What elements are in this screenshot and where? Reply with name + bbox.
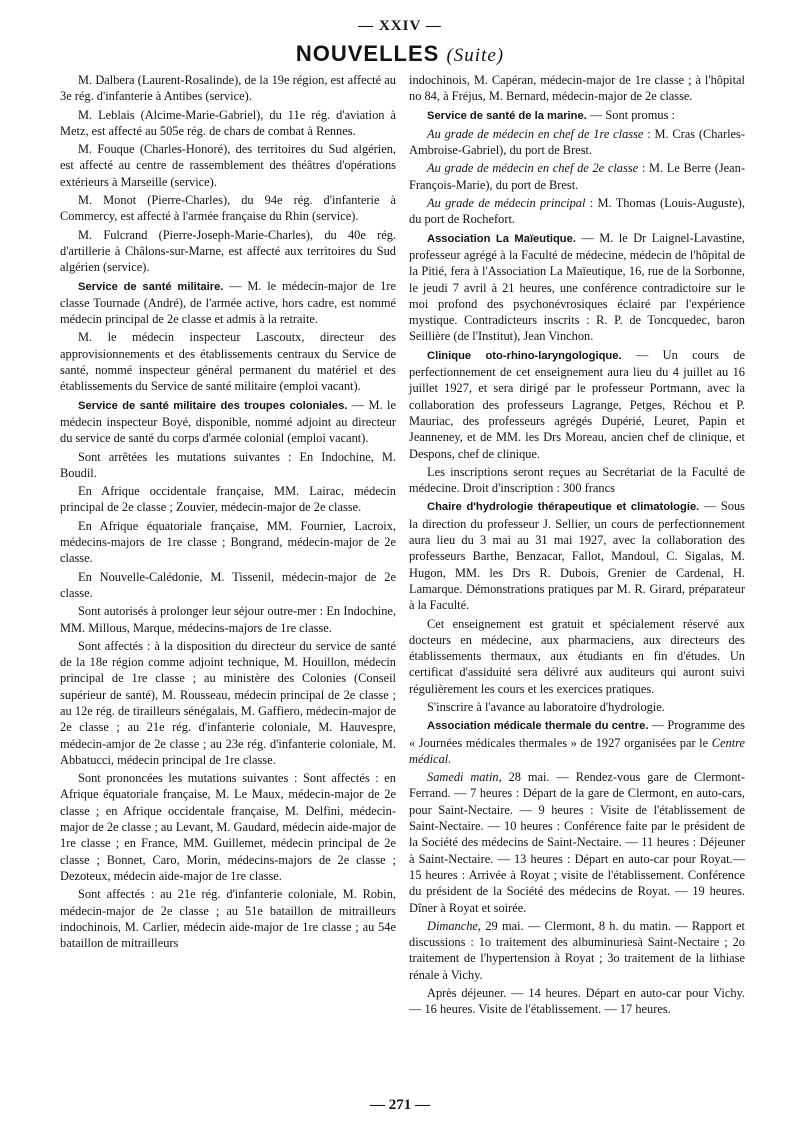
page-number: — 271 — [370, 1097, 430, 1113]
paragraph-text: : M. Cras (Charles-Ambroise-Gabriel), du port de Brest. [409, 126, 745, 158]
section-heading: Service de santé de la marine. [427, 109, 587, 122]
paragraph: En Nouvelle-Calédonie, M. Tissenil, médecin-major de 2e classe. [60, 569, 396, 600]
paragraph [409, 126, 745, 159]
italic-text: Au grade de médecin en chef de 1re classe [427, 126, 644, 141]
paragraph-text: — Sont promus : [586, 107, 675, 122]
paragraph-text: — Sous la direction du professeur J. Sellier, un cours de perfectionnement aura lieu du 3 mai au 31 mai 1927, avec la collaboration des professeurs Barthe, Benzacar, Fallot, Mandoul, C. Sigalas, M. Hugon, MM. les Drs R. Dubois, Grenier de Cardenal, H. Lamarque. Démonstrations pratiques par M. R. Girard, préparateur à la Faculté. [409, 499, 745, 613]
section-heading: Association La Maïeutique. [427, 232, 576, 245]
title-suffix: (Suite) [446, 45, 505, 66]
section-paragraph [409, 347, 745, 462]
paragraph: M. Fulcrand (Pierre-Joseph-Marie-Charles), du 40e rég. d'artillerie à Châlons-sur-Marne, est affecté aux territoires du Sud algérien (service). [60, 227, 396, 275]
paragraph: S'inscrire à l'avance au laboratoire d'hydrologie. [427, 699, 665, 714]
left-column [60, 72, 396, 953]
paragraph: M. Dalbera (Laurent-Rosalinde), de la 19e région, est affecté au 3e rég. d'infanterie à Antibes (service). [60, 73, 396, 104]
paragraph-text: — Un cours de perfectionnement de cet enseignement aura lieu du 4 juillet au 16 juillet 1927, et sera dirigé par le professeur Portmann, avec la collaboration des professeurs Lagrange, Petges, Réchou et P. Mauriac, des professeurs agrégés Dupérié, Leuret, Papin et Jeanneney, et de MM. les Drs Moreau, ancien chef de clinique, et Despons, chef de clinique. [409, 347, 745, 461]
paragraph: Sont affectés : au 21e rég. d'infanterie coloniale, M. Robin, médecin-major de 2e classe ; au 51e bataillon de mitrailleurs indochinois, M. Carlier, médecin aide-major de 1re classe ; au 54e bataillon de mitrailleurs [60, 887, 396, 951]
right-column [409, 72, 745, 1020]
paragraph: M. le médecin inspecteur Lascoutx, directeur des approvisionnements et des établissements centraux du Service de santé, nommé inspecteur général permanent du matériel et des établissements du Service de santé militaire (emploi vacant). [60, 330, 396, 394]
paragraph-text: — Programme des « Journées médicales thermales » de 1927 organisées par le [409, 718, 746, 750]
paragraph-text: : M. Le Berre (Jean-François-Marie), du port de Brest. [409, 161, 745, 192]
paragraph: M. Fouque (Charles-Honoré), des territoires du Sud algérien, est affecté au centre de rassemblement des théâtres d'opérations extérieurs à Marseille (service). [60, 142, 396, 189]
section-paragraph [60, 278, 396, 328]
paragraph: Cet enseignement est gratuit et spécialement réservé aux docteurs en médecine, aux pharmaciens, aux directeurs des établissements thermaux, aux étudiants en fin d'études. Un certificat d'assiduité sera délivré aux auditeurs qui auront suivi régulièrement les cours et les exercices pratiques. [409, 616, 745, 696]
paragraph-text: — M. le Dr Laignel-Lavastine, professeur agrégé à la Faculté de médecine, médecin de l'hôpital de la Pitié, fera à l'Association La Maïeutique, 16, rue de la Sorbonne, le jeudi 7 avril à 21 heures, une conférence contradictoire sur le moi profond des psychonévrosiques éclairé par l'expérience mystique. Contradicteurs inscrits : R. P. de Toncquedec, baron Seillière (de l'Institut), Jean Vinchon. [409, 230, 745, 344]
italic-text: Dimanche, [427, 918, 482, 933]
paragraph: En Afrique équatoriale française, MM. Fournier, Lacroix, médecins-majors de 1re classe ; Bongrand, médecin-major de 2e classe. [60, 518, 396, 566]
paragraph: Sont autorisés à prolonger leur séjour outre-mer : En Indochine, MM. Millous, Marque, médecins-majors de 1re classe. [60, 604, 396, 635]
paragraph: En Afrique occidentale française, MM. Lairac, médecin principal de 2e classe ; Zouvier, médecin-major de 2e classe. [60, 484, 396, 515]
paragraph-text: : M. Thomas (Louis-Auguste), du port de Rochefort. [409, 196, 745, 227]
section-heading: Service de santé militaire. [78, 280, 224, 293]
paragraph [409, 769, 745, 916]
italic-text: Au grade de médecin principal [427, 196, 586, 211]
title-text: NOUVELLES [295, 41, 440, 66]
section-heading: Clinique oto-rhino-laryngologique. [427, 349, 622, 362]
italic-text: Samedi matin, [427, 770, 502, 785]
section-heading: Service de santé militaire des troupes coloniales. [78, 399, 348, 412]
section-paragraph [409, 498, 745, 613]
paragraph: Sont arrêtées les mutations suivantes : En Indochine, M. Boudil. [60, 449, 396, 480]
section-paragraph [409, 717, 745, 767]
paragraph: Sont affectés : à la disposition du directeur du service de santé de la 18e région comme adjoint technique, M. Houillon, médecin principal de 1re classe ; au ministère des Colonies (Conseil supérieur de santé), M. Rousseau, médecin principal de 2e classe ; au 12e rég. de tirailleurs sénégalais, M. Gaffiero, médecin-major de 2e classe ; au 21e rég. d'infanterie coloniale, M. Hauvespre, médecin-amjor de 2e classe ; au 23e rég. d'infanterie coloniale, M. Abbatucci, médecin principal de 1re classe. [60, 638, 396, 767]
section-paragraph [60, 397, 396, 447]
page-title [0, 41, 800, 67]
paragraph-text: 29 mai. — Clermont, 8 h. du matin. — Rapport et discussions : 1o traitement des albuminuriesà Saint-Nectaire ; 2o traitement de l'hypertension à Royat ; 3o traitement de la lithiase rénale à Vichy. [409, 918, 745, 982]
paragraph-text: — M. le médecin-major de 1re classe Tournade (André), de l'armée active, hors cadre, est nommé médecin principal de 2e classe et admis à la retraite. [60, 278, 396, 327]
paragraph: Après déjeuner. — 14 heures. Départ en auto-car pour Vichy. — 16 heures. Visite de l'établissement. — 17 heures. [409, 986, 745, 1017]
paragraph: indochinois, M. Capéran, médecin-major de 1re classe ; à l'hôpital no 84, à Fréjus, M. Bernard, médecin-major de 2e classe. [409, 73, 745, 104]
paragraph-text: 28 mai. — Rendez-vous gare de Clermont-Ferrand. — 7 heures : Départ de la gare de Clermont, en auto-cars, pour Saint-Nectaire. — 9 heures : Visite de l'établissement de Saint-Nectaire. — 10 heures : Conférence faite par le président de la Société des médecins de Saint-Nectaire. — 11 heures : Déjeuner à Saint-Nectaire. — 13 heures : Départ en auto-car pour Royat.— 15 heures : Arrivée à Royat ; visite de l'établissement. Conférence du président de la Société des médecins de Royat. — 19 heures. Dîner à Royat et soirée. [409, 770, 745, 915]
paragraph [409, 160, 745, 193]
paragraph-text: — M. le médecin inspecteur Boyé, disponible, nommé adjoint au directeur du service de santé du corps d'armée colonial (emploi vacant). [60, 397, 396, 446]
paragraph [409, 918, 745, 983]
paragraph [409, 195, 745, 228]
section-paragraph [409, 230, 745, 345]
paragraph: Sont prononcées les mutations suivantes : Sont affectés : en Afrique équatoriale française, M. Le Maux, médecin-major de 2e classe ; en Afrique occidentale française, M. Delfini, médecin-major de 2e classe ; au Levant, M. Gaudard, médecin aide-major de 1re classe ; en France, MM. Guillemet, médecin principal de 2e classe ; Bonnet, Caro, Morin, médecins-majors de 2e classe ; Dezoteux, médecin aide-major de 1re classe. [60, 771, 396, 883]
italic-text: Centre médical. [409, 735, 745, 766]
paragraph: M. Monot (Pierre-Charles), du 94e rég. d'infanterie à Commercy, est affecté à l'armée française du Rhin (service). [60, 193, 396, 224]
section-heading: Association médicale thermale du centre. [427, 720, 649, 733]
roman-page-number: — XXIV — [358, 18, 442, 34]
section-heading: Chaire d'hydrologie thérapeutique et climatologie. [427, 501, 700, 514]
paragraph: Les inscriptions seront reçues au Secrétariat de la Faculté de médecine. Droit d'inscription : 300 francs [409, 464, 745, 496]
paragraph: M. Leblais (Alcime-Marie-Gabriel), du 11e rég. d'aviation à Metz, est affecté au 505e rég. de chars de combat à Rennes. [60, 107, 396, 138]
italic-text: Au grade de médecin en chef de 2e classe [427, 161, 639, 176]
section-paragraph [409, 107, 745, 124]
